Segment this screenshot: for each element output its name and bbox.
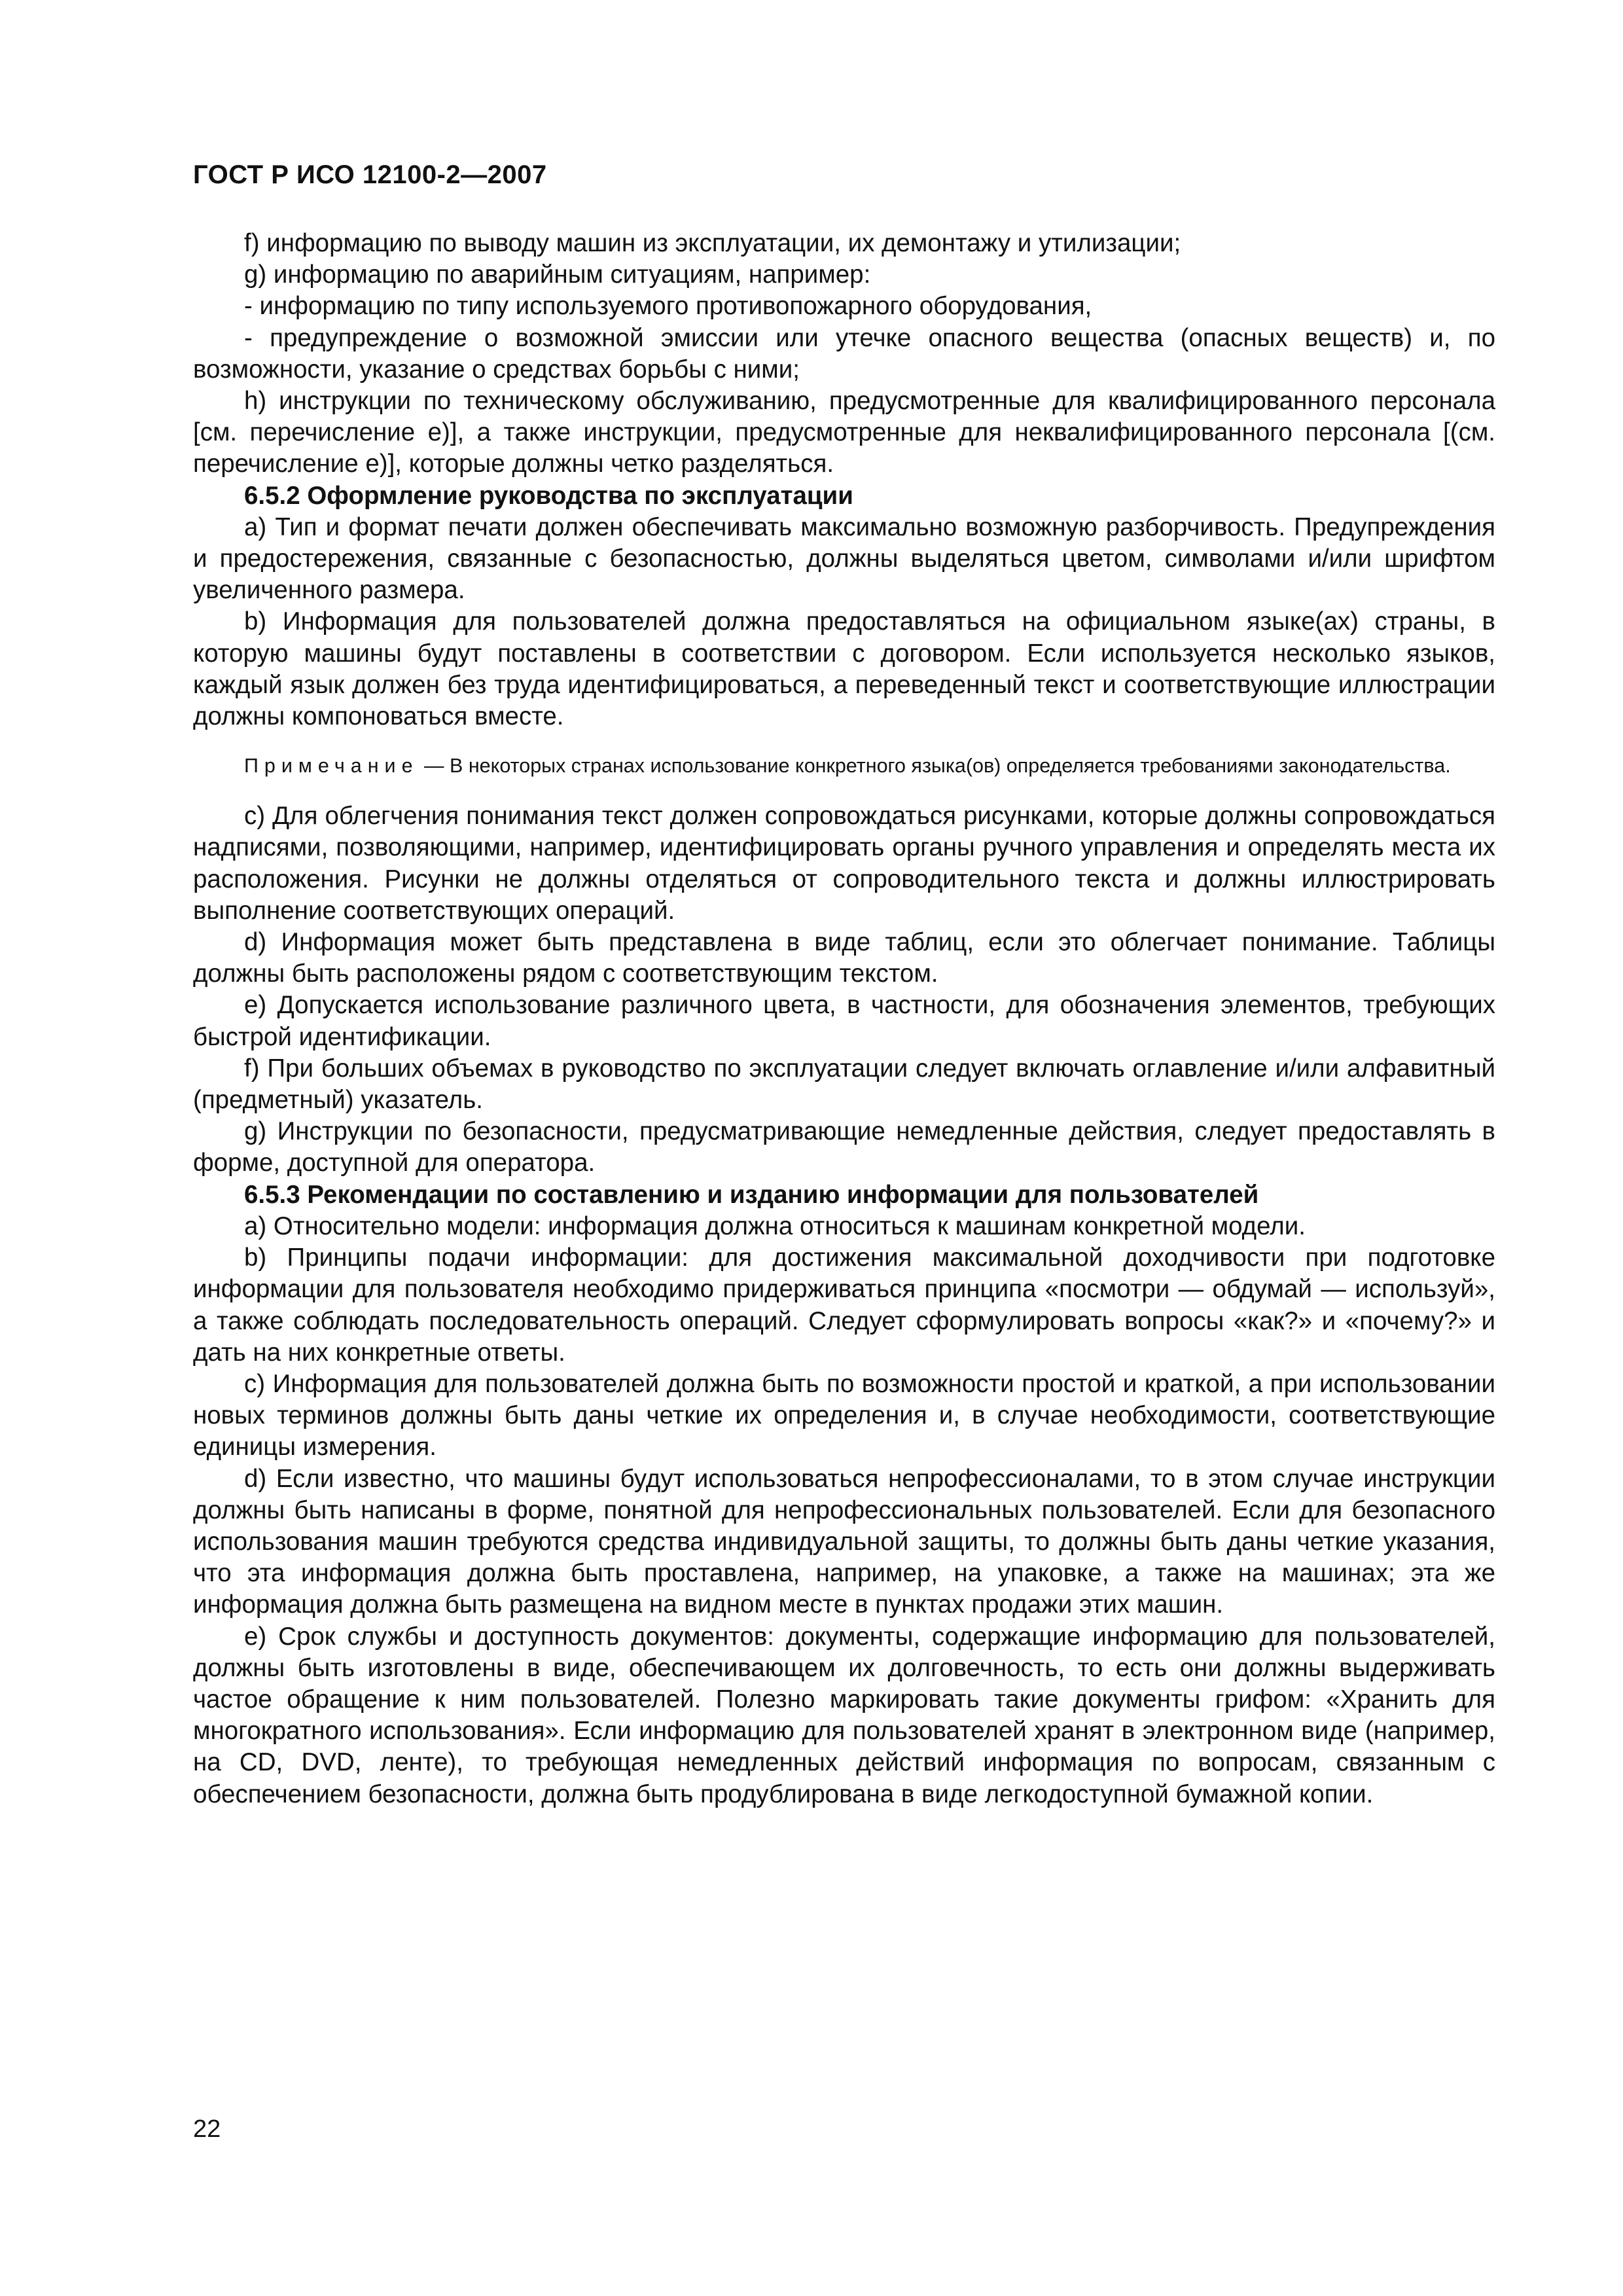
list-item-g-emergency: g) информацию по аварийным ситуациям, например: (244, 260, 871, 289)
paragraph-6-5-3-a: а) Относительно модели: информация должна относиться к машинам конкретной модели. (244, 1211, 1306, 1240)
paragraph-6-5-2-b: b) Информация для пользователей должна предоставляться на официальном языке(ах) страны, в которую машины будут поставлены в соответствии с договором. Если используется несколько языков, каждый язык должен без труда идентифицироваться, а переведенный текст и соответствующие иллюстрации должны компоноваться вместе. (193, 607, 1495, 731)
document-header: ГОСТ Р ИСО 12100-2—2007 (193, 160, 547, 189)
list-item-h-maintenance: h) инструкции по техническому обслуживанию, предусмотренные для квалифицированного персонала [см. перечисление е)], а также инструкции, предусмотренные для неквалифицированного персонала [(см. перечисление е)], которые должны четко разделяться. (193, 387, 1495, 478)
paragraph-6-5-2-f: f) При больших объемах в руководство по эксплуатации следует включать оглавление и/или алфавитный (предметный) указатель. (193, 1054, 1495, 1115)
paragraph-6-5-2-a: а) Тип и формат печати должен обеспечивать максимально возможную разборчивость. Предупреждения и предостережения, связанные с безопасностью, должны выделяться цветом, символами и/или шрифтом увеличенного размера. (193, 512, 1495, 605)
note (193, 751, 1495, 781)
section-heading-6-5-2: 6.5.2 Оформление руководства по эксплуатации (244, 481, 853, 510)
sub-item-emission-warning: - предупреждение о возможной эмиссии или утечке опасного вещества (опасных веществ) и, по возможности, указание о средствах борьбы с ними; (193, 323, 1495, 384)
note-label: Примечание (244, 755, 419, 778)
paragraph-6-5-2-g: g) Инструкции по безопасности, предусматривающие немедленные действия, следует предоставлять в форме, доступной для оператора. (193, 1117, 1495, 1177)
paragraph-6-5-2-e: е) Допускается использование различного цвета, в частности, для обозначения элементов, требующих быстрой идентификации. (193, 991, 1495, 1051)
paragraph-6-5-3-b: b) Принципы подачи информации: для достижения максимальной доходчивости при подготовке информации для пользователя необходимо придерживаться принципа «посмотри — обдумай — используй», а также соблюдать последовательность операций. Следует сформулировать вопросы «как?» и «почему?» и дать на них конкретные ответы. (193, 1244, 1495, 1367)
note-text: — В некоторых странах использование конкретного языка(ов) определяется требованиями законодательства. (424, 755, 1451, 778)
paragraph-6-5-3-e: е) Срок службы и доступность документов: документы, содержащие информацию для пользователей, должны быть изготовлены в виде, обеспечивающем их долговечность, то есть они должны выдерживать частое обращение к ним пользователей. Полезно маркировать такие документы грифом: «Хранить для многократного использования». Если информацию для пользователей хранят в электронном виде (например, на CD, DVD, ленте), то требующая немедленных действий информация по вопросам, связанным с обеспечением безопасности, должна быть продублирована в виде легкодоступной бумажной копии. (193, 1622, 1495, 1808)
paragraph-6-5-2-c: с) Для облегчения понимания текст должен сопровождаться рисунками, которые должны сопровождаться надписями, позволяющими, например, идентифицировать органы ручного управления и определять места их расположения. Рисунки не должны отделяться от сопроводительного текста и должны иллюстрировать выполнение соответствующих операций. (193, 802, 1495, 925)
section-heading-6-5-3: 6.5.3 Рекомендации по составлению и изданию информации для пользователей (244, 1180, 1259, 1209)
list-item-f-decommissioning: f) информацию по выводу машин из эксплуатации, их демонтажу и утилизации; (244, 229, 1181, 257)
document-body (193, 228, 1495, 1810)
paragraph-6-5-3-c: с) Информация для пользователей должна быть по возможности простой и краткой, а при использовании новых терминов должны быть даны четкие их определения и, в случае необходимости, соответствующие единицы измерения. (193, 1369, 1495, 1462)
paragraph-6-5-2-d: d) Информация может быть представлена в виде таблиц, если это облегчает понимание. Таблицы должны быть расположены рядом с соответствующим текстом. (193, 928, 1495, 988)
paragraph-6-5-3-d: d) Если известно, что машины будут использоваться непрофессионалами, то в этом случае инструкции должны быть написаны в форме, понятной для непрофессиональных пользователей. Если для безопасного использования машин требуются средства индивидуальной защиты, то должны быть даны четкие указания, что эта информация должна быть проставлена, например, на упаковке, а также на машинах; эта же информация должна быть размещена на видном месте в пунктах продажи этих машин. (193, 1464, 1495, 1619)
sub-item-fire-equipment: - информацию по типу используемого противопожарного оборудования, (244, 292, 1092, 321)
page-number: 22 (193, 2115, 221, 2143)
